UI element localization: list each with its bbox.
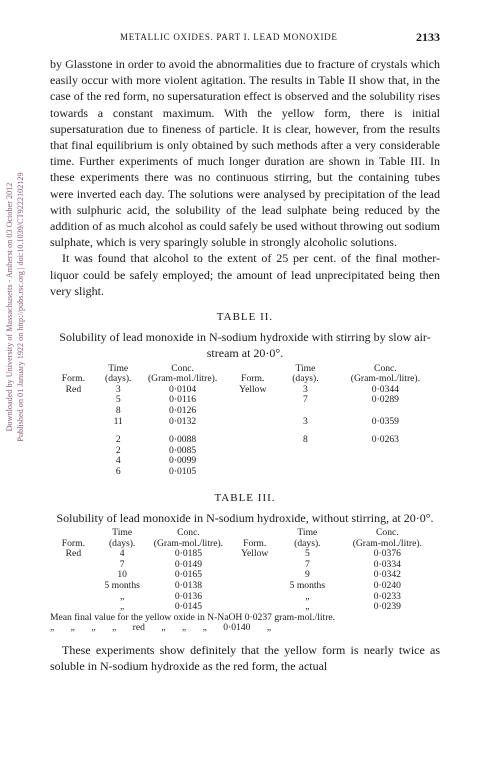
download-line: Downloaded by University of Massachusetts - Amherst on 03 October 2012 <box>5 182 14 432</box>
paragraph-1: by Glasstone in order to avoid the abnormalities due to fracture of crystals which easily occur with more violent agitation. The results in Table II show that, in the case of the red form, no supersaturation effect is observed and the solubility rises towards a constant maximum. With the yellow form, there is initial supersaturation due to fineness of particle. It is clear, however, from the results that final equilibrium is only obtained by such methods after a very considerable time. Further experiments of much longer duration are shown in Table III. In these experiments there was no continuous stirring, but the containing tubes were inverted each day. The solutions were analysed by precipitation of the lead with sulphuric acid, the solubility of the lead sulphate being reduced by the addition of as much alcohol as could safely be used without throwing out sodium sulphate, which is very sparingly soluble in strongly alcoholic solutions. <box>50 57 440 250</box>
table-cell: 8 <box>115 405 121 417</box>
table-cell <box>280 467 331 478</box>
header-cell: (days). <box>108 537 136 549</box>
table-row <box>50 417 440 428</box>
table-cell: 0·0132 <box>168 415 197 427</box>
table2-caption: TABLE II. <box>216 311 274 324</box>
download-watermark <box>4 142 26 472</box>
table-cell: 0·0136 <box>174 590 203 602</box>
table-cell: 0·0185 <box>174 548 203 560</box>
table-cell <box>50 560 97 571</box>
header-cell: (Gram-mol./litre). <box>147 373 218 385</box>
table-cell <box>225 417 280 428</box>
table-row <box>50 446 440 457</box>
header-cell: (days). <box>105 373 132 385</box>
header-cell: Time <box>297 527 318 538</box>
table-cell: 0·0344 <box>371 383 399 395</box>
table-cell: 4 <box>119 548 125 560</box>
table-cell: 3 <box>115 383 121 395</box>
table-cell <box>229 592 280 603</box>
table-cell: 7 <box>303 394 308 406</box>
table-cell: 0·0239 <box>373 601 401 613</box>
table-cell: 5 months <box>289 579 326 591</box>
table-cell: 4 <box>115 455 121 467</box>
table-cell: 0·0334 <box>373 558 401 570</box>
table-cell <box>225 467 280 478</box>
table-cell: 0·0289 <box>371 394 399 406</box>
table-cell: 0·0359 <box>371 415 399 427</box>
table-cell: Red <box>65 383 82 395</box>
table-cell <box>280 456 331 467</box>
header-cell: Time <box>295 362 316 374</box>
table-cell: 2 <box>115 434 121 446</box>
table-cell <box>331 467 440 478</box>
header-cell: Conc. <box>374 362 397 374</box>
table-cell: „ <box>120 590 125 602</box>
table-cell: 0·0104 <box>168 383 197 395</box>
table-cell <box>50 446 97 457</box>
table-row <box>50 395 440 406</box>
table-cell: 11 <box>113 415 123 427</box>
table-cell: Yellow <box>241 548 269 560</box>
table-cell <box>331 456 440 467</box>
header-cell: Form. <box>241 373 265 385</box>
table-cell: 2 <box>115 444 121 456</box>
paragraph-3: These experiments show definitely that the yellow form is nearly twice as soluble in N-sodium hydroxide as the red form, the actual <box>50 642 440 674</box>
table-cell <box>331 446 440 457</box>
table-cell <box>50 417 97 428</box>
header-cell: (Gram-mol./litre). <box>153 537 224 549</box>
header-cell: (Gram-mol./litre). <box>352 537 422 549</box>
header-cell: Form. <box>243 537 267 549</box>
table-cell: 0·0165 <box>174 569 203 581</box>
table3 <box>50 528 440 613</box>
table-cell: 0·0105 <box>168 466 197 477</box>
table-cell <box>50 592 97 603</box>
table-cell <box>50 570 97 581</box>
mean-value-yellow: Mean final value for the yellow oxide in N-NaOH 0·0237 gram-mol./litre. <box>50 611 336 623</box>
table-cell <box>229 560 280 571</box>
table-cell: Yellow <box>239 383 267 395</box>
table-cell <box>50 395 97 406</box>
table3-title: Solubility of lead monoxide in N-sodium hydroxide, without stirring, at 20·0°. <box>56 510 434 525</box>
table-cell: 8 <box>303 434 308 446</box>
page-body <box>50 56 440 674</box>
table-cell <box>225 395 280 406</box>
table-cell: 0·0088 <box>168 434 197 446</box>
table-cell <box>225 435 280 446</box>
table-cell: „ <box>120 601 125 613</box>
table-row <box>50 467 440 478</box>
table-cell: 0·0376 <box>373 548 401 560</box>
header-cell: Time <box>112 527 133 538</box>
publication-line: Published on 01 January 1922 on http://pubs.rsc.org | doi:10.1039/CT9222102129 <box>16 172 25 442</box>
table-cell: 5 months <box>104 579 140 591</box>
table-cell: 7 <box>119 558 125 570</box>
table-cell: 0·0126 <box>168 405 197 417</box>
header-cell: (days). <box>294 537 321 549</box>
header-cell <box>50 528 97 539</box>
table-cell <box>50 406 97 417</box>
mean-value-red: „ „ „ „ red „ „ „ 0·0140 „ <box>50 622 272 634</box>
table2 <box>50 364 440 478</box>
table-cell <box>225 446 280 457</box>
table-cell <box>225 456 280 467</box>
table-cell: 5 <box>304 548 310 560</box>
header-cell: Time <box>108 362 129 374</box>
table-cell <box>50 435 97 446</box>
table-row <box>50 581 440 592</box>
running-head: METALLIC OXIDES. PART I. LEAD MONOXIDE <box>120 32 338 42</box>
table-row <box>50 435 440 446</box>
table-cell: 0·0116 <box>169 394 196 406</box>
table-cell: „ <box>305 601 310 613</box>
header-cell: Form. <box>61 373 85 385</box>
header-cell <box>229 528 280 539</box>
table-cell <box>50 467 97 478</box>
table-cell <box>280 446 331 457</box>
page-header <box>100 30 440 44</box>
table-cell <box>50 581 97 592</box>
table-cell: 0·0342 <box>373 569 401 581</box>
table-cell: Red <box>65 548 82 560</box>
table-cell: 0·0263 <box>371 434 399 446</box>
header-cell: (Gram-mol./litre). <box>350 373 421 385</box>
table-cell: 10 <box>117 569 127 581</box>
header-cell: (days). <box>292 373 319 385</box>
header-cell: Form. <box>61 537 85 549</box>
table-header-row <box>50 528 440 539</box>
table-cell: 0·0099 <box>168 455 197 467</box>
table-cell: 0·0240 <box>373 579 401 591</box>
header-cell: Conc. <box>376 527 399 538</box>
header-cell: Conc. <box>171 362 194 374</box>
table2-title: Solubility of lead monoxide in N-sodium hydroxide with stirring by slow air-stream at 20·0°. <box>59 330 431 361</box>
table3-caption: TABLE III. <box>214 491 276 504</box>
table-cell <box>50 456 97 467</box>
table-cell: 0·0138 <box>174 579 203 591</box>
table-cell: 9 <box>304 569 310 581</box>
table-cell: 6 <box>115 466 121 477</box>
table-cell: 3 <box>303 415 308 427</box>
table-cell: 7 <box>304 558 310 570</box>
table-cell: 5 <box>115 394 121 406</box>
table-cell: „ <box>305 590 310 602</box>
table-cell: 0·0149 <box>174 558 203 570</box>
paragraph-2: It was found that alcohol to the extent of 25 per cent. of the final mother-liquor could be safely employed; the amount of lead unprecipitated being then very slight. <box>50 251 440 298</box>
table-cell: 3 <box>303 383 308 395</box>
table-cell: 0·0233 <box>373 590 401 602</box>
table-cell <box>229 570 280 581</box>
table-cell: 0·0145 <box>174 601 203 613</box>
page-number: 2133 <box>416 30 440 44</box>
table-row <box>50 456 440 467</box>
table-cell: 0·0085 <box>168 444 197 456</box>
table-cell <box>225 406 280 417</box>
header-cell: Conc. <box>177 527 200 538</box>
table-cell <box>229 581 280 592</box>
